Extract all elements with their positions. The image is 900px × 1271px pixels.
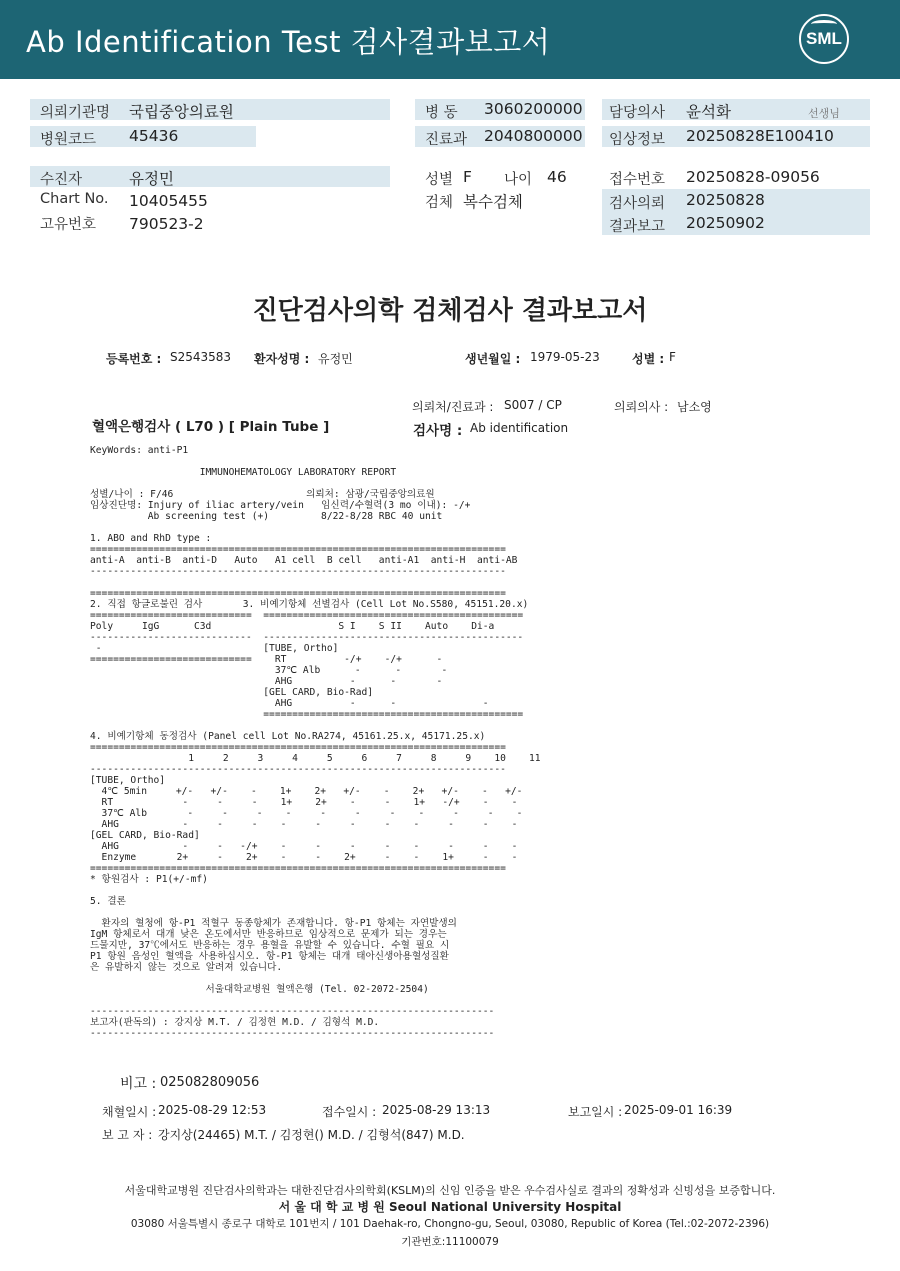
report-line: 1 2 3 4 5 6 7 8 9 10 11 (90, 753, 541, 764)
report-line (90, 973, 541, 984)
report-line: Enzyme 2+ - 2+ - - 2+ - - 1+ - - (90, 852, 518, 863)
doc-sex-label: 성별 : (632, 352, 665, 366)
chart-value: 10405455 (129, 192, 208, 210)
report-line: 5. 결론 (90, 896, 126, 907)
report-line: KeyWords: anti-P1 (90, 445, 189, 456)
report-line: 임상진단명: Injury of iliac artery/vein 임신력/수혈력(3 mo 이내): -/+ (90, 500, 471, 511)
report-line: 은 유발하지 않는 것으로 알려져 있습니다. (90, 962, 283, 973)
inst-label: 의뢰기관명 (40, 105, 111, 121)
report-line: 1. ABO and RhD type : (90, 533, 212, 544)
test-name-label: 검사명 : (413, 423, 463, 439)
report-line: P1 항원 음성인 혈액을 사용하십시오. 항-P1 항체는 대개 태아신생아용혈성질환 (90, 951, 449, 962)
report-line (90, 577, 541, 588)
report-line: 성별/나이 : F/46 의뢰처: 삼광/국립중앙의료원 (90, 489, 435, 500)
report-line: ======================================================================== (90, 863, 506, 874)
name-label: 환자성명 : (254, 352, 310, 366)
report-title: Ab Identification Test 검사결과보고서 (26, 25, 551, 59)
reporter-value: 강지상(24465) M.T. / 김정현() M.D. / 김형석(847) M.D. (158, 1128, 465, 1142)
result-report-label: 결과보고 (609, 219, 666, 235)
req-phys-label: 의뢰의사 : (614, 400, 669, 414)
report-line: 37℃ Alb - - - (90, 665, 448, 676)
test-group: 혈액은행검사 ( L70 ) [ Plain Tube ] (92, 419, 330, 435)
req-dept-label: 의뢰처/진료과 : (412, 400, 494, 414)
receipt-label: 접수번호 (609, 172, 666, 188)
req-phys-value: 남소영 (677, 400, 712, 414)
report-line: [TUBE, Ortho] (90, 775, 166, 786)
dept-label: 진료과 (425, 132, 468, 148)
report-line: ============================ ============================================= (90, 610, 524, 621)
request-label: 검사의뢰 (609, 196, 666, 212)
report-line: IMMUNOHEMATOLOGY LABORATORY REPORT (90, 467, 397, 478)
footer-institution-no: 기관번호:11100079 (401, 1236, 499, 1248)
chart-label: Chart No. (40, 191, 109, 207)
report-line: AHG - - -/+ - - - - - - - - (90, 841, 518, 852)
doc-sex-value: F (669, 350, 676, 364)
report-line: 4℃ 5min +/- +/- - 1+ 2+ +/- - 2+ +/- - +/- (90, 786, 523, 797)
report-line: ============================================= (90, 709, 524, 720)
patient-value: 유정민 (129, 170, 174, 188)
age-label: 나이 (504, 172, 533, 188)
ward-label: 병 동 (425, 105, 458, 121)
dept-value: 2040800000 (484, 127, 583, 145)
clinical-label: 임상정보 (609, 132, 666, 148)
report-line (90, 478, 541, 489)
report-line (90, 456, 541, 467)
dob-value: 1979-05-23 (530, 350, 600, 364)
sml-logo (799, 14, 849, 64)
report-line: ======================================================================== (90, 544, 506, 555)
patient-label: 수진자 (40, 172, 83, 188)
report-line: 보고자(판독의) : 강지상 M.T. / 김정현 M.D. / 김형석 M.D. (90, 1017, 380, 1028)
header-bar (0, 0, 900, 79)
footer-address: 03080 서울특별시 종로구 대학로 101번지 / 101 Daehak-ro, Chongno-gu, Seoul, 03080, Republic of Korea (Tel.:02-2072-2396) (130, 1218, 770, 1230)
specimen-label: 검체 (425, 195, 454, 211)
report-time-value: 2025-09-01 16:39 (624, 1103, 733, 1117)
report-line: [GEL CARD, Bio-Rad] (90, 687, 374, 698)
result-report-value: 20250902 (686, 214, 765, 232)
ward-value: 3060200000 (484, 100, 583, 118)
report-line: ============================ RT -/+ -/+ - (90, 654, 443, 665)
report-line: * 항원검사 : P1(+/-mf) (90, 874, 208, 885)
report-line (90, 720, 541, 731)
report-line: AHG - - - (90, 698, 489, 709)
report-line: 서울대학교병원 혈액은행 (Tel. 02-2072-2504) (90, 984, 429, 995)
report-line: 37℃ Alb - - - - - - - - - - - (90, 808, 523, 819)
reg-value: S2543583 (170, 350, 232, 364)
receive-value: 2025-08-29 13:13 (382, 1103, 491, 1117)
report-line: ---------------------------------------------------------------------- (90, 1006, 495, 1017)
report-line (90, 995, 541, 1006)
clinical-value: 20250828E100410 (686, 127, 834, 145)
report-line: ---------------------------------------------------------------------- (90, 1028, 495, 1039)
footer-hospital: 서 울 대 학 교 병 원 Seoul National University Hospital (278, 1200, 622, 1214)
code-value: 45436 (129, 127, 179, 145)
remark-label: 비고 : (120, 1076, 157, 1092)
bar-patient (30, 166, 390, 187)
doctor-value: 윤석화 (686, 103, 731, 121)
report-line: 드물지만, 37℃에서도 반응하는 경우 용혈을 유발할 수 있습니다. 수혈 필요 시 (90, 940, 450, 951)
logo-arc (811, 20, 837, 28)
report-line: anti-A anti-B anti-D Auto A1 cell B cell anti-A1 anti-H anti-AB (90, 555, 518, 566)
code-label: 병원코드 (40, 132, 97, 148)
report-line: AHG - - - (90, 676, 443, 687)
receipt-value: 20250828-09056 (686, 168, 820, 186)
sex-label: 성별 (425, 172, 454, 188)
receive-label: 접수일시 : (322, 1105, 377, 1119)
request-value: 20250828 (686, 191, 765, 209)
report-line: ------------------------------------------------------------------------ (90, 566, 506, 577)
age-value: 46 (547, 168, 567, 186)
report-line: ======================================================================== (90, 588, 506, 599)
dob-label: 생년월일 : (465, 352, 521, 366)
reg-label: 등록번호 : (106, 352, 162, 366)
lab-report-body (90, 445, 541, 1039)
report-line: 2. 직접 항글로불린 검사 3. 비예기항체 선별검사 (Cell Lot No.S580, 45151.20.x) (90, 599, 529, 610)
uid-label: 고유번호 (40, 217, 97, 233)
report-line: 환자의 혈청에 항-P1 적혈구 동종항체가 존재합니다. 항-P1 항체는 자연발생의 (90, 918, 457, 929)
uid-value: 790523-2 (129, 215, 204, 233)
report-line: [GEL CARD, Bio-Rad] (90, 830, 200, 841)
test-name-value: Ab identification (470, 421, 569, 435)
report-line: Poly IgG C3d S I S II Auto Di-a (90, 621, 495, 632)
report-line: IgM 항체로서 대개 낮은 온도에서만 반응하므로 임상적으로 문제가 되는 경우는 (90, 929, 447, 940)
collect-label: 채혈일시 : (102, 1105, 157, 1119)
report-line: ---------------------------- --------------------------------------------- (90, 632, 524, 643)
report-line: ------------------------------------------------------------------------ (90, 764, 506, 775)
doctor-label: 담당의사 (609, 105, 666, 121)
reporter-label: 보 고 자 : (102, 1128, 153, 1142)
sex-value: F (463, 168, 472, 186)
report-line: Ab screening test (+) 8/22-8/28 RBC 40 unit (90, 511, 443, 522)
report-line: 4. 비예기항체 동정검사 (Panel cell Lot No.RA274, 45161.25.x, 45171.25.x) (90, 731, 486, 742)
req-dept-value: S007 / CP (504, 398, 562, 412)
report-time-label: 보고일시 : (568, 1105, 623, 1119)
report-line: ======================================================================== (90, 742, 506, 753)
logo-text: SML (806, 29, 842, 48)
remark-value: 025082809056 (160, 1075, 260, 1090)
report-line: - [TUBE, Ortho] (90, 643, 339, 654)
footer-certification: 서울대학교병원 진단검사의학과는 대한진단검사의학회(KSLM)의 신임 인증을 받은 우수검사실로 결과의 정확성과 신빙성을 보증합니다. (124, 1184, 776, 1197)
report-line (90, 885, 541, 896)
collect-value: 2025-08-29 12:53 (158, 1103, 267, 1117)
document-title: 진단검사의학 검체검사 결과보고서 (252, 296, 648, 326)
doctor-suffix: 선생님 (808, 107, 840, 120)
name-value: 유정민 (318, 352, 353, 366)
report-line (90, 522, 541, 533)
specimen-value: 복수검체 (463, 193, 523, 211)
report-line: AHG - - - - - - - - - - - (90, 819, 518, 830)
inst-value: 국립중앙의료원 (129, 103, 234, 121)
report-line (90, 907, 541, 918)
report-line: RT - - - 1+ 2+ - - 1+ -/+ - - (90, 797, 518, 808)
